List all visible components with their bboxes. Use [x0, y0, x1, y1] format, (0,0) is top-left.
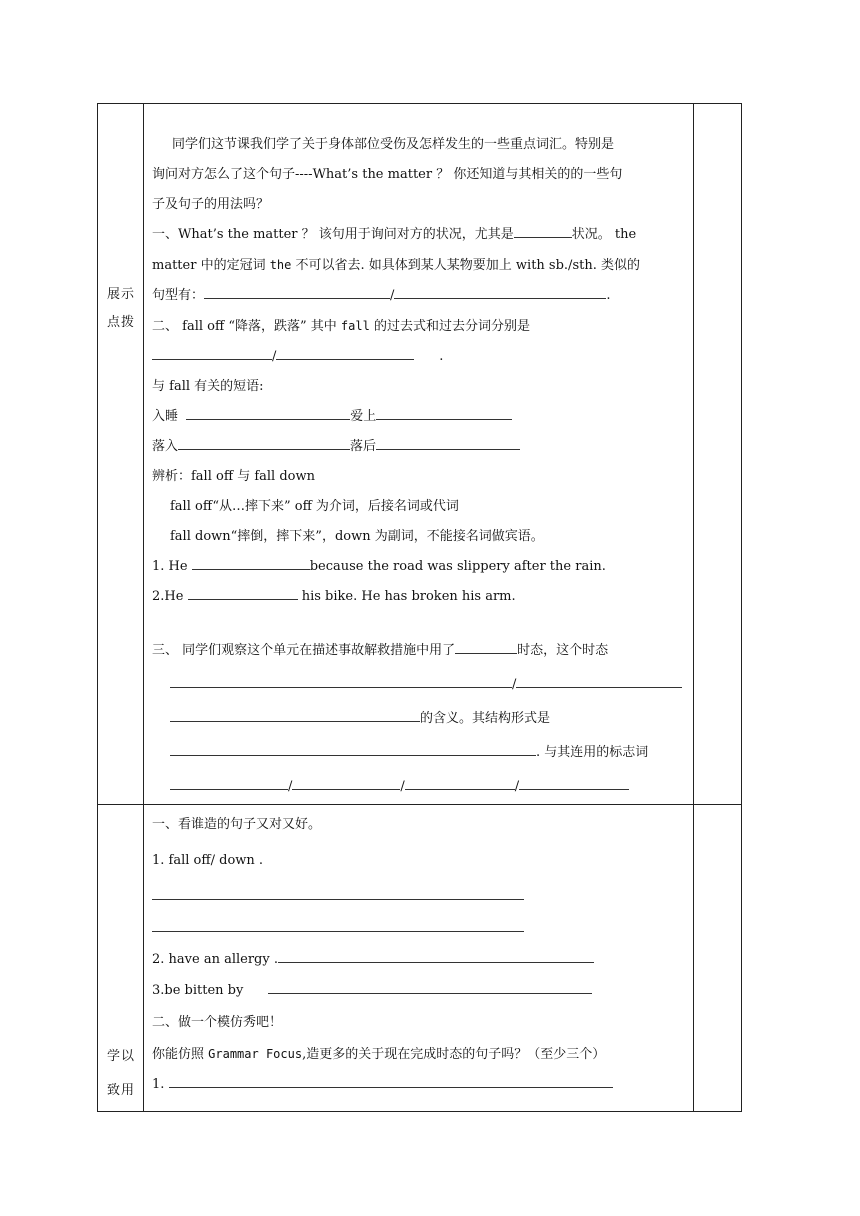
exercise-2-text-b: his bike. He has broken his arm. [297, 589, 516, 604]
phrase-fall-into: 落入 [152, 439, 179, 454]
fill-blank[interactable] [514, 223, 572, 238]
answer-line[interactable] [278, 948, 594, 963]
fill-blank[interactable] [152, 345, 272, 360]
fill-blank[interactable] [192, 555, 310, 570]
point-three-line-4 [152, 736, 683, 770]
exercise-2 [152, 582, 683, 612]
fill-blank[interactable] [376, 435, 520, 450]
practice-item-2-text: 2. have an allergy . [152, 952, 278, 967]
phrase-row-2 [152, 432, 683, 462]
exercise-1-text-b: because the road was slippery after the rain. [309, 559, 606, 574]
point-one-line-2 [152, 250, 683, 281]
point-three-line-5: / / / [152, 770, 683, 804]
point-two-period: . [439, 349, 444, 364]
fill-blank[interactable] [394, 284, 606, 299]
point-three-line-1 [152, 634, 683, 668]
point-three-text-c: 的含义。其结构形式是 [420, 711, 551, 726]
point-one-text-b: 状况。 the [571, 227, 637, 242]
fill-blank[interactable] [405, 775, 515, 790]
practice-row [98, 805, 742, 1112]
analysis-fall-off: fall off“从…摔下来” off 为介词，后接名词或代词 [170, 499, 459, 514]
point-two-text-a: 二、 fall off “降落，跌落” 其中 [152, 319, 341, 334]
point-three-text-a: 三、 同学们观察这个单元在描述事故解救措施中用了 [152, 643, 456, 658]
point-two-line-1 [152, 311, 683, 342]
practice-label-line2: 致用 [106, 1083, 135, 1098]
practice-prompt-text-a: 你能仿照 [152, 1047, 209, 1062]
practice-prompt-text-b: ,造更多的关于现在完成时态的句子吗？（至少三个） [302, 1047, 606, 1062]
fill-blank[interactable] [186, 405, 350, 420]
intro-line-1: 同学们这节课我们学了关于身体部位受伤及怎样发生的一些重点词汇。特别是 [172, 137, 615, 152]
answer-line[interactable] [152, 917, 524, 932]
display-content-cell [144, 104, 694, 805]
practice-label-line1: 学以 [106, 1049, 135, 1064]
point-three-text-d: . 与其连用的标志词 [536, 745, 649, 760]
fill-blank[interactable] [170, 775, 288, 790]
analysis-fall-down: fall down“摔倒，摔下来”，down 为副词，不能接名词做宾语。 [170, 529, 544, 544]
phrase-fall-behind: 落后 [350, 439, 377, 454]
point-one-line-1 [152, 220, 683, 250]
answer-line[interactable] [169, 1073, 613, 1088]
analysis-title: 辨析：fall off 与 fall down [152, 469, 315, 484]
point-three-text-b: 时态，这个时态 [517, 643, 609, 658]
fill-blank[interactable] [516, 673, 682, 688]
phrase-fall-asleep: 入睡 [152, 409, 179, 424]
practice-item-1-answer-2 [152, 913, 683, 945]
practice-label [98, 1040, 144, 1108]
exercise-2-text-a: 2.He [152, 589, 188, 604]
answer-line[interactable] [268, 979, 592, 994]
point-one-text-d: 不可以省去. 如具体到某人某物要加上 with sb./sth. 类似的 [291, 258, 640, 273]
display-row [98, 104, 742, 805]
fill-blank[interactable] [170, 707, 420, 722]
practice-content-cell [144, 805, 694, 1112]
fill-blank[interactable] [170, 741, 536, 756]
lesson-table [97, 103, 742, 1112]
display-label-cell [98, 104, 144, 805]
practice-item-1-answer-1 [152, 881, 683, 913]
exercise-1 [152, 552, 683, 582]
fill-blank[interactable] [188, 585, 298, 600]
fill-blank[interactable] [170, 673, 512, 688]
phrase-row-1 [152, 402, 683, 432]
fill-blank[interactable] [455, 639, 517, 654]
fill-blank[interactable] [178, 435, 350, 450]
display-label-line2: 点拨 [106, 315, 135, 330]
phrases-title: 与 fall 有关的短语: [152, 379, 264, 394]
practice-label-cell [98, 805, 144, 1112]
practice-section-2-item-1-text: 1. [152, 1077, 169, 1092]
fill-blank[interactable] [519, 775, 629, 790]
point-two-mono-fall: fall [340, 319, 370, 333]
practice-item-1: 1. fall off/ down . [152, 853, 264, 868]
practice-item-3-text: 3.be bitten by [152, 983, 244, 998]
practice-prompt-mono: Grammar Focus [208, 1047, 303, 1061]
point-two-text-b: 的过去式和过去分词分别是 [369, 319, 530, 334]
practice-section-1-title: 一、看谁造的句子又对又好。 [152, 817, 322, 832]
point-one-text-c: matter 中的定冠词 [152, 258, 270, 273]
point-three-line-2: / [152, 668, 683, 702]
point-two-line-2: / . [152, 342, 683, 372]
intro-line-3: 子及句子的用法吗？ [152, 197, 270, 212]
display-blank-cell [694, 104, 742, 805]
point-one-line-3: 句型有： / . [152, 281, 683, 311]
phrase-fall-in-love: 爱上 [350, 409, 377, 424]
point-three-line-3 [152, 702, 683, 736]
answer-line[interactable] [152, 885, 524, 900]
fill-blank[interactable] [276, 345, 414, 360]
practice-item-2 [152, 945, 683, 975]
practice-blank-cell [694, 805, 742, 1112]
point-one-text-a: 一、What’s the matter ？ 该句用于询问对方的状况，尤其是 [152, 227, 514, 242]
practice-item-3 [152, 975, 683, 1007]
display-label [98, 281, 144, 337]
fill-blank[interactable] [292, 775, 400, 790]
point-one-mono-the: the [269, 258, 292, 272]
practice-section-2-prompt [152, 1039, 683, 1070]
intro-line-2: 询问对方怎么了这个句子----What’s the matter ？ 你还知道与其相关的的一些句 [152, 167, 623, 182]
fill-blank[interactable] [376, 405, 512, 420]
practice-section-2-item-1 [152, 1070, 683, 1100]
display-label-line1: 展示 [106, 287, 135, 302]
fill-blank[interactable] [204, 284, 390, 299]
exercise-1-text-a: 1. He [152, 559, 192, 574]
practice-section-2-title: 二、做一个模仿秀吧！ [152, 1015, 283, 1030]
point-one-text-e: 句型有： [152, 288, 205, 303]
